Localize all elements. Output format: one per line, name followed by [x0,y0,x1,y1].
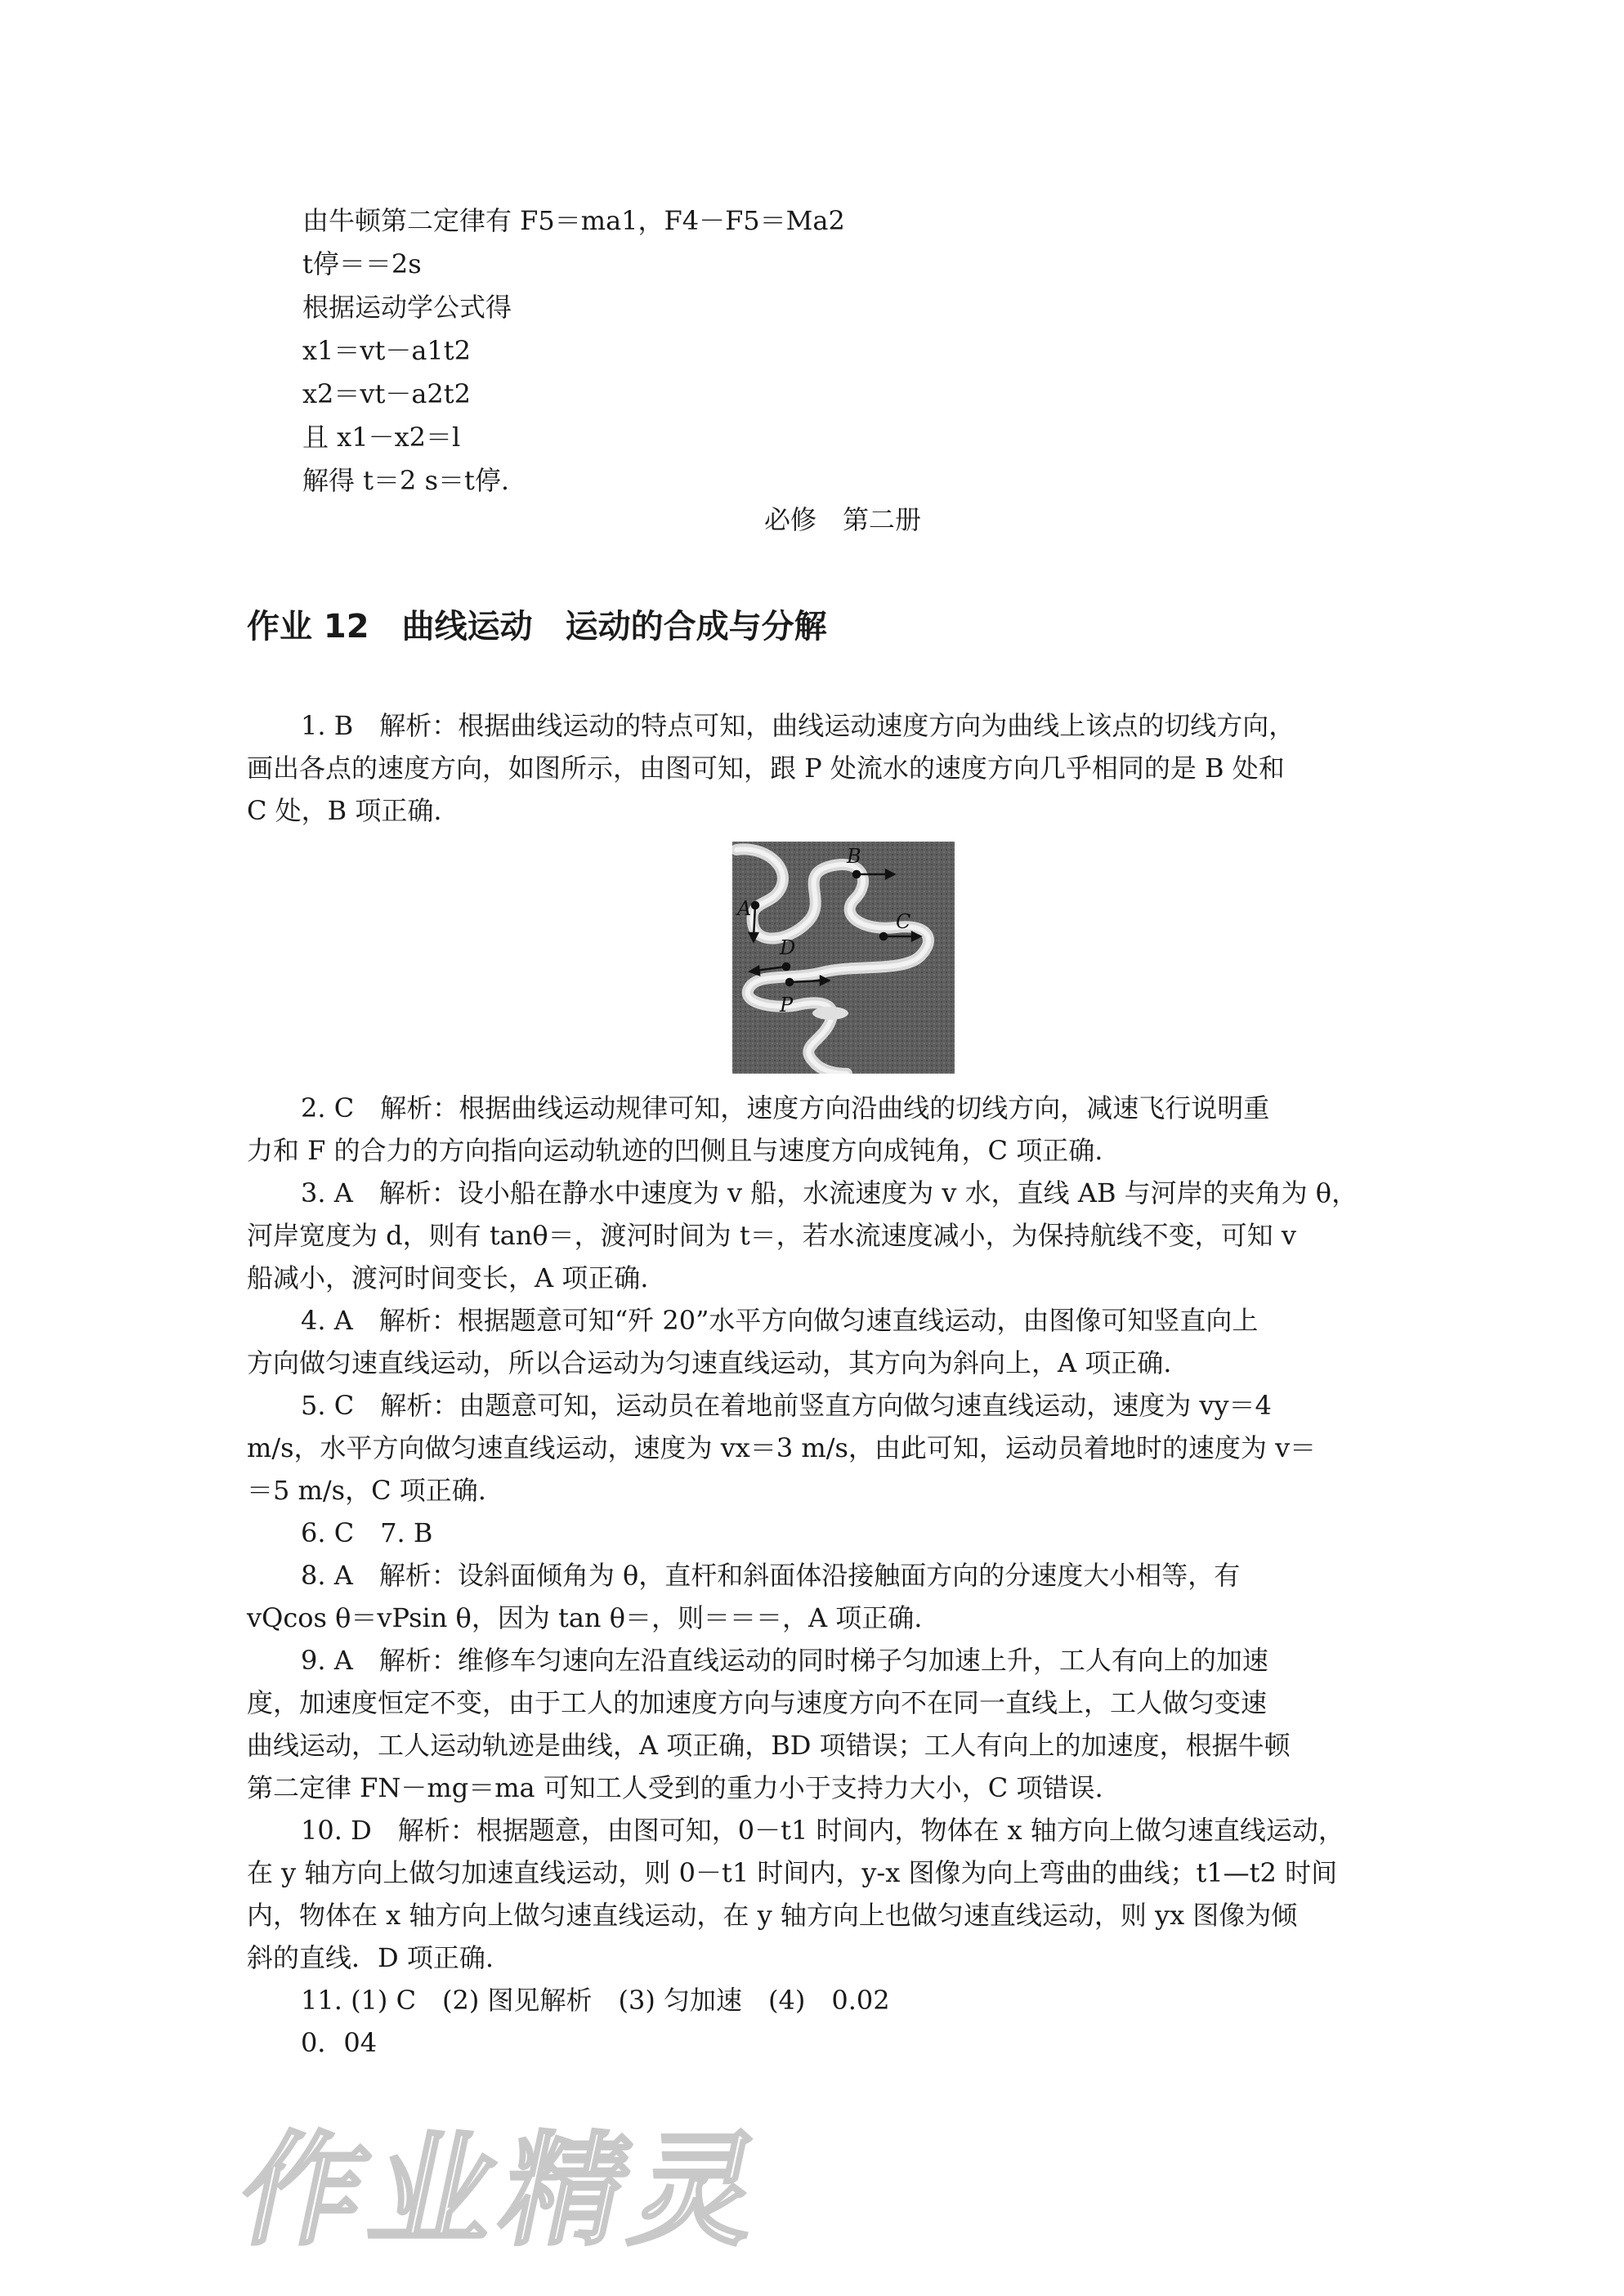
paragraph-line: 力和 F 的合力的方向指向运动轨迹的凹侧且与速度方向成钝角，C 项正确. [247,1135,1103,1166]
paragraph-line: 6. C 7. B [301,1517,433,1548]
answer-paragraph [247,1087,1383,2064]
text-line: 解得 t＝2 s＝t停. [302,465,510,496]
text-line: x2＝vt－a2t2 [302,378,472,409]
section-label: 必修 第二册 [764,504,922,535]
paragraph-line: 0．04 [301,2027,378,2058]
island [812,1007,848,1020]
figure-label: A [737,897,752,920]
paragraph-line: 画出各点的速度方向，如图所示，由图可知，跟 P 处流水的速度方向几乎相同的是 B 处和 [247,753,1285,784]
figure-label: C [896,910,911,933]
paragraph-line: 11. (1) C (2) 图见解析 (3) 匀加速 (4) 0.02 [301,1985,890,2016]
paragraph-line: ＝5 m/s，C 项正确. [247,1475,486,1506]
paragraph-line: 斜的直线．D 项正确. [247,1942,494,1973]
text-line: 由牛顿第二定律有 F5＝ma1，F4－F5＝Ma2 [302,205,845,236]
paragraph-line: m/s，水平方向做匀速直线运动，速度为 vx＝3 m/s，由此可知，运动员着地时的速度为 v＝ [247,1432,1317,1463]
paragraph-line: 9. A 解析：维修车匀速向左沿直线运动的同时梯子匀加速上升，工人有向上的加速 [301,1645,1268,1676]
paragraph-line: 第二定律 FN－mg＝ma 可知工人受到的重力小于支持力大小，C 项错误. [247,1772,1103,1803]
answer-paragraph [247,704,1383,832]
paragraph-line: 方向做匀速直线运动，所以合运动为匀速直线运动，其方向为斜向上，A 项正确. [247,1347,1172,1378]
figure-label: P [780,994,794,1016]
text-line: 且 x1－x2＝l [302,422,461,453]
paragraph-line: 3. A 解析：设小船在静水中速度为 v 船，水流速度为 v 水，直线 AB 与河岸的夹角为 θ， [301,1177,1358,1208]
paragraph-line: 内，物体在 x 轴方向上做匀速直线运动，在 y 轴方向上也做匀速直线运动，则 yx 图像为倾 [247,1900,1298,1931]
paragraph-line: 1. B 解析：根据曲线运动的特点可知，曲线运动速度方向为曲线上该点的切线方向， [301,710,1295,741]
paragraph-line: 度，加速度恒定不变，由于工人的加速度方向与速度方向不在同一直线上，工人做匀变速 [247,1687,1268,1718]
figure-label: B [847,845,861,868]
paragraph-line: 河岸宽度为 d，则有 tanθ＝，渡河时间为 t＝，若水流速度减小，为保持航线不变，可知 v [247,1220,1296,1251]
paragraph-line: 2. C 解析：根据曲线运动规律可知，速度方向沿曲线的切线方向，减速飞行说明重 [301,1092,1270,1123]
text-line: t停＝＝2s [302,248,422,279]
paragraph-line: 10. D 解析：根据题意，由图可知，0－t1 时间内，物体在 x 轴方向上做匀速直线运动， [301,1815,1344,1846]
paragraph-line: 4. A 解析：根据题意可知“歼 20”水平方向做匀速直线运动，由图像可知竖直向上 [301,1305,1259,1336]
paragraph-line: 船减小，渡河时间变长，A 项正确. [247,1262,649,1293]
paragraph-line: 在 y 轴方向上做匀加速直线运动，则 0－t1 时间内，y-x 图像为向上弯曲的曲线；t1—t2 时间 [247,1857,1338,1888]
page-title: 作业 12 曲线运动 运动的合成与分解 [247,608,827,645]
paragraph-line: 8. A 解析：设斜面倾角为 θ，直杆和斜面体沿接触面方向的分速度大小相等，有 [301,1560,1241,1591]
text-line: x1＝vt－a1t2 [302,335,472,366]
paragraph-line: 5. C 解析：由题意可知，运动员在着地前竖直方向做匀速直线运动，速度为 vy＝4 [301,1390,1272,1421]
river-figure [732,842,955,1074]
figure-label: D [780,936,796,959]
paragraph-line: vQcos θ＝vPsin θ，因为 tan θ＝，则＝＝＝，A 项正确. [247,1602,923,1633]
text-line: 根据运动学公式得 [302,292,512,323]
paragraph-line: C 处，B 项正确. [247,795,442,826]
paragraph-line: 曲线运动，工人运动轨迹是曲线，A 项正确，BD 项错误；工人有向上的加速度，根据牛顿 [247,1730,1291,1761]
watermark-logo: 作业精灵 [227,2120,781,2262]
